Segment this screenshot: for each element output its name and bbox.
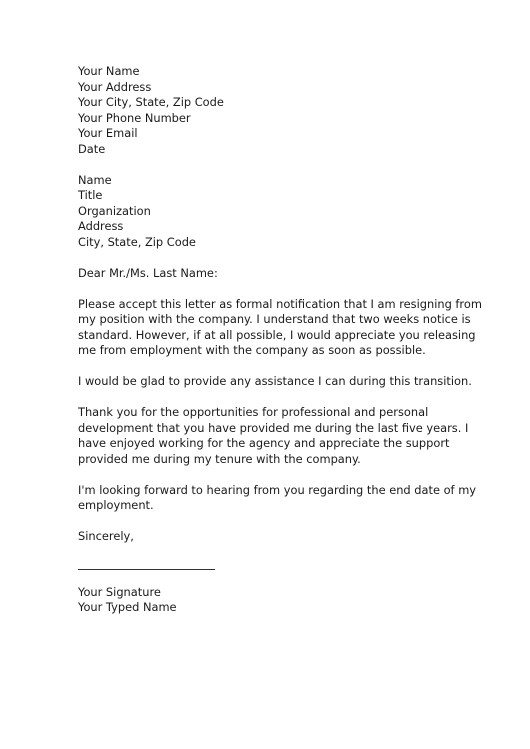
spacer — [78, 281, 478, 297]
body-paragraph-3 — [78, 405, 478, 467]
sender-address: Your Address — [78, 79, 152, 94]
paragraph-line: I'm looking forward to hearing from you regarding the end date of my — [78, 482, 477, 497]
sender-block — [78, 64, 478, 157]
paragraph-line: me from employment with the company as soon as possible. — [78, 343, 426, 357]
paragraph-line: development that you have provided me during the last five years. I — [78, 420, 469, 435]
sender-phone: Your Phone Number — [78, 110, 191, 125]
body-paragraph-2 — [78, 374, 478, 390]
spacer — [78, 250, 478, 266]
closing: Sincerely, — [78, 529, 134, 543]
sender-city-state-zip: Your City, State, Zip Code — [78, 95, 224, 109]
spacer — [78, 514, 478, 530]
recipient-city-state-zip: City, State, Zip Code — [78, 234, 196, 249]
letter-page — [78, 64, 482, 616]
sender-email: Your Email — [78, 126, 138, 140]
signature-block — [78, 585, 478, 616]
body-paragraph-4 — [78, 483, 478, 514]
letter-date: Date — [78, 141, 106, 156]
paragraph-line: standard. However, if at all possible, I would appreciate you releasing — [78, 327, 476, 342]
recipient-name: Name — [78, 172, 112, 187]
body-paragraph-1 — [78, 296, 482, 359]
recipient-block — [78, 173, 478, 251]
sender-name: Your Name — [78, 64, 140, 78]
recipient-organization: Organization — [78, 203, 151, 218]
typed-name: Your Typed Name — [78, 600, 177, 614]
signature-line — [78, 569, 215, 570]
paragraph-line: I would be glad to provide any assistance I can during this transition. — [78, 374, 472, 388]
paragraph-line: provided me during my tenure with the company. — [78, 451, 361, 466]
spacer — [78, 157, 478, 173]
recipient-address: Address — [78, 219, 124, 233]
salutation: Dear Mr./Ms. Last Name: — [78, 265, 218, 280]
paragraph-line: my position with the company. I understand that two weeks notice is — [78, 312, 471, 326]
paragraph-line: employment. — [78, 498, 154, 512]
spacer — [78, 359, 478, 375]
paragraph-line: have enjoyed working for the agency and appreciate the support — [78, 436, 450, 450]
spacer — [78, 467, 478, 483]
paragraph-line: Please accept this letter as formal notification that I am resigning from — [78, 296, 482, 311]
paragraph-line: Thank you for the opportunities for professional and personal — [78, 405, 429, 419]
signature-label: Your Signature — [78, 584, 161, 599]
recipient-title: Title — [78, 188, 103, 202]
spacer — [78, 390, 478, 406]
